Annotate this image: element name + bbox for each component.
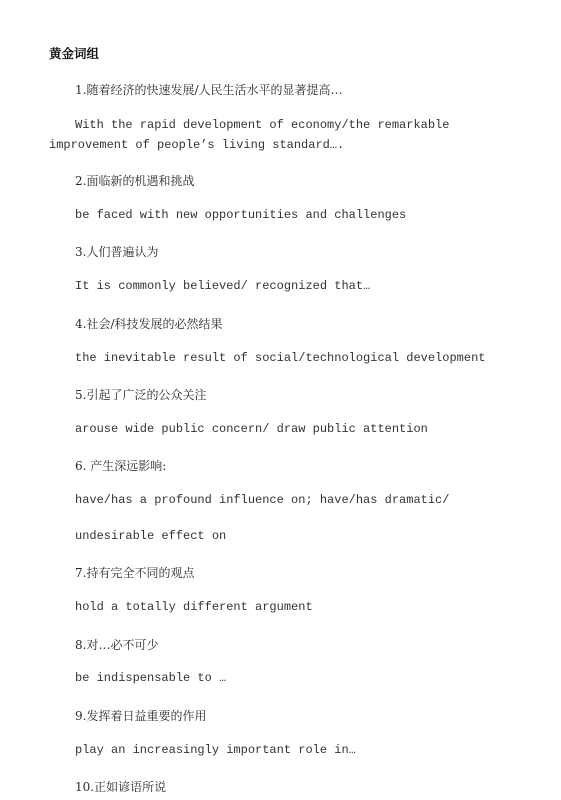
document-title: 黄金词组 <box>49 46 100 61</box>
phrase-4-chinese: 4.社会/科技发展的必然结果 <box>75 317 223 331</box>
phrase-8-english: be indispensable to … <box>75 671 227 685</box>
phrase-7-english: hold a totally different argument <box>75 600 313 614</box>
phrase-2-chinese: 2.面临新的机遇和挑战 <box>75 174 195 188</box>
phrase-6-english-line-2: undesirable effect on <box>75 529 227 543</box>
phrase-4-english: the inevitable result of social/technological development <box>75 351 486 365</box>
phrase-9-chinese: 9.发挥着日益重要的作用 <box>75 709 207 723</box>
phrase-6-chinese: 6. 产生深远影响: <box>75 459 167 473</box>
phrase-3-english: It is commonly believed/ recognized that… <box>75 279 371 293</box>
phrase-2-english: be faced with new opportunities and challenges <box>75 208 407 222</box>
phrase-1-english: With the rapid development of economy/the remarkable improvement of people’s living standard…. <box>49 118 450 152</box>
phrase-1-chinese: 1.随着经济的快速发展/人民生活水平的显著提高… <box>75 83 343 97</box>
phrase-6-english-line-1: have/has a profound influence on; have/has dramatic/ <box>75 493 450 507</box>
phrase-5-english: arouse wide public concern/ draw public attention <box>75 422 428 436</box>
phrase-8-chinese: 8.对…必不可少 <box>75 638 159 652</box>
phrase-5-chinese: 5.引起了广泛的公众关注 <box>75 388 207 402</box>
phrase-3-chinese: 3.人们普遍认为 <box>75 245 159 259</box>
phrase-7-chinese: 7.持有完全不同的观点 <box>75 566 195 580</box>
phrase-9-english: play an increasingly important role in… <box>75 743 356 757</box>
phrase-10-chinese: 10.正如谚语所说 <box>75 780 167 794</box>
